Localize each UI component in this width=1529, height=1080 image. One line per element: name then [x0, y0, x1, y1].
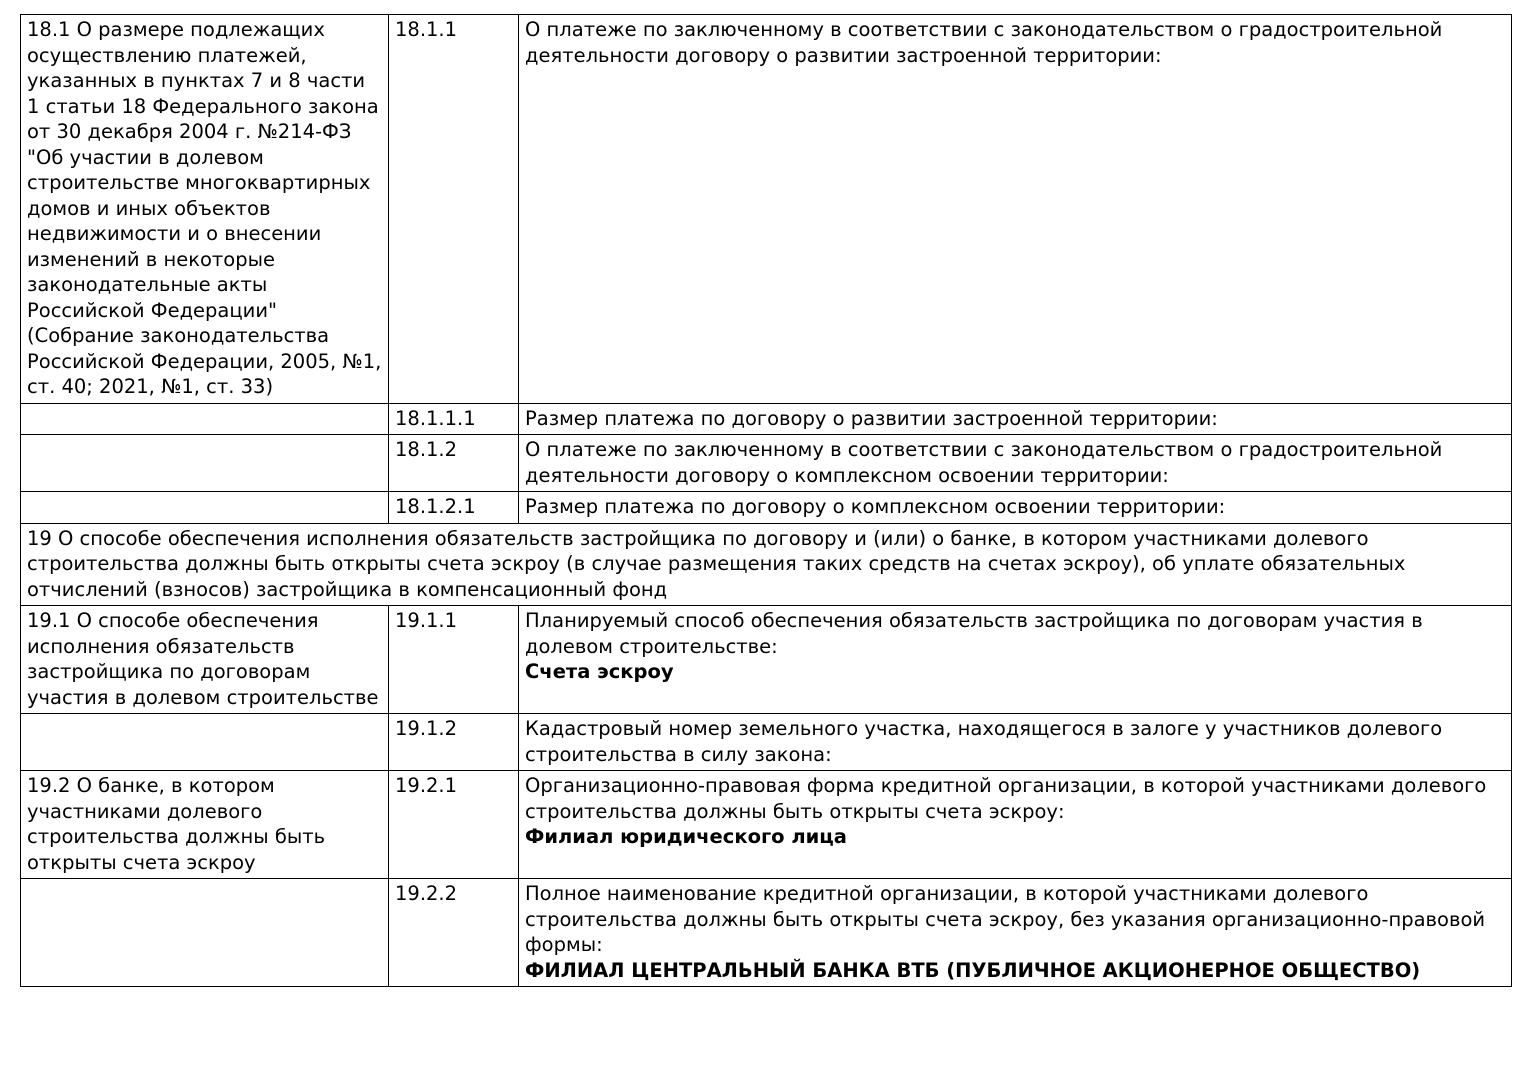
table-row	[21, 771, 1512, 879]
section-19-header: 19 О способе обеспечения исполнения обязательств застройщика по договору и (или) о банке, в котором участниками долевого строительства должны быть открыты счета эскроу (в случае размещения таких средств на счетах эскроу), об уплате обязательных отчислений (взносов) застройщика в компенсационный фонд	[21, 523, 1512, 606]
row-18-1-2-1-description: Размер платежа по договору о комплексном освоении территории:	[519, 492, 1512, 524]
row-19-2-2-value: ФИЛИАЛ ЦЕНТРАЛЬНЫЙ БАНКА ВТБ (ПУБЛИЧНОЕ АКЦИОНЕРНОЕ ОБЩЕСТВО)	[525, 958, 1421, 982]
row-19-2-2-cell	[519, 879, 1512, 987]
row-19-1-2-description: Кадастровый номер земельного участка, находящегося в залоге у участников долевого строительства в силу закона:	[519, 714, 1512, 771]
row-19-1-1-cell	[519, 606, 1512, 714]
row-18-1-1-1-description: Размер платежа по договору о развитии застроенной территории:	[519, 403, 1512, 435]
row-18-1-2-section-label	[21, 435, 389, 492]
row-19-2-1-number: 19.2.1	[389, 771, 519, 879]
row-18-1-2-1-section-label	[21, 492, 389, 524]
row-18-1-description: О платеже по заключенному в соответствии с законодательством о градостроительной деятельности договору о развитии застроенной территории:	[519, 15, 1512, 404]
row-18-1-2-description: О платеже по заключенному в соответствии с законодательством о градостроительной деятельности договору о комплексном освоении территории:	[519, 435, 1512, 492]
row-19-1-1-number: 19.1.1	[389, 606, 519, 714]
row-19-2-1-cell	[519, 771, 1512, 879]
table-row	[21, 403, 1512, 435]
row-19-1-2-number: 19.1.2	[389, 714, 519, 771]
table-row-section-header	[21, 523, 1512, 606]
row-18-1-1-1-section-label	[21, 403, 389, 435]
row-19-2-1-value: Филиал юридического лица	[525, 825, 847, 848]
row-18-1-2-number: 18.1.2	[389, 435, 519, 492]
row-19-1-section-label: 19.1 О способе обеспечения исполнения обязательств застройщика по договорам участия в долевом строительстве	[21, 606, 389, 714]
table-row	[21, 435, 1512, 492]
row-19-1-1-description: Планируемый способ обеспечения обязательств застройщика по договорам участия в долевом строительстве:	[525, 609, 1423, 658]
table-row	[21, 606, 1512, 714]
row-18-1-section-label: 18.1 О размере подлежащих осуществлению платежей, указанных в пунктах 7 и 8 части 1 статьи 18 Федерального закона от 30 декабря 2004 г. №214-ФЗ "Об участии в долевом строительстве многоквартирных домов и иных объектов недвижимости и о внесении изменений в некоторые законодательные акты Российской Федерации" (Собрание законодательства Российской Федерации, 2005, №1, ст. 40; 2021, №1, ст. 33)	[21, 15, 389, 404]
row-19-2-2-section-label	[21, 879, 389, 987]
row-19-2-section-label: 19.2 О банке, в котором участниками долевого строительства должны быть открыты счета эскроу	[21, 771, 389, 879]
declaration-table	[20, 14, 1512, 987]
table-row	[21, 15, 1512, 404]
row-19-2-1-description: Организационно-правовая форма кредитной организации, в которой участниками долевого строительства должны быть открыты счета эскроу:	[525, 774, 1487, 823]
row-19-2-2-description: Полное наименование кредитной организации, в которой участниками долевого строительства должны быть открыты счета эскроу, без указания организационно-правовой формы:	[525, 882, 1486, 956]
row-19-1-2-section-label	[21, 714, 389, 771]
row-19-1-1-value: Счета эскроу	[525, 660, 674, 683]
row-18-1-2-1-number: 18.1.2.1	[389, 492, 519, 524]
row-19-2-2-number: 19.2.2	[389, 879, 519, 987]
table-row	[21, 879, 1512, 987]
row-18-1-1-1-number: 18.1.1.1	[389, 403, 519, 435]
row-18-1-number: 18.1.1	[389, 15, 519, 404]
table-row	[21, 492, 1512, 524]
table-row	[21, 714, 1512, 771]
